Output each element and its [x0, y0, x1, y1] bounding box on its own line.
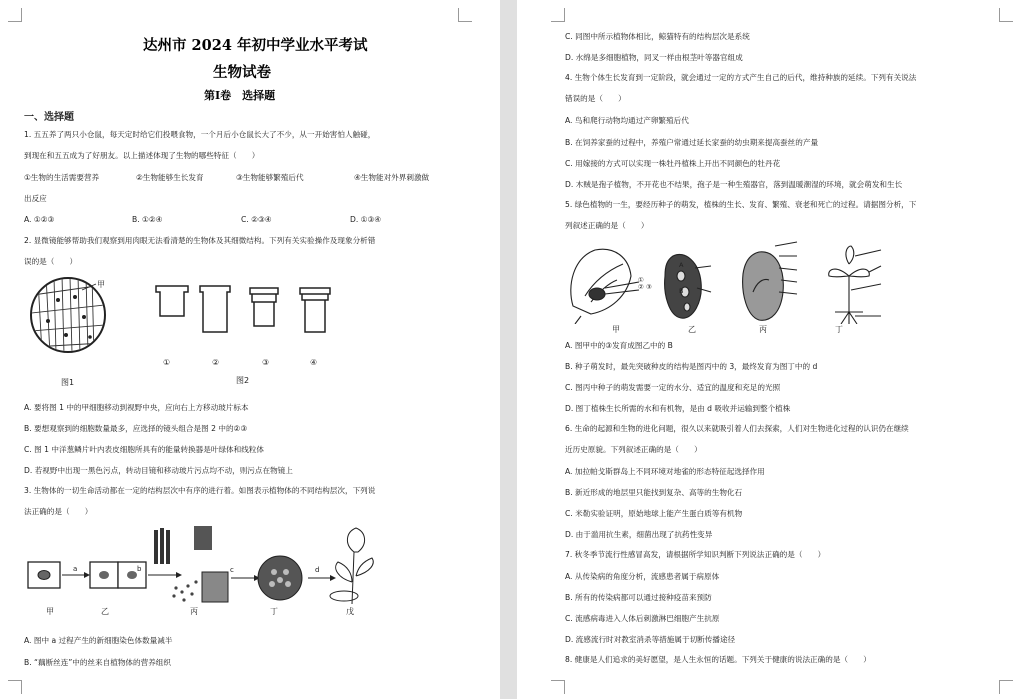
structure-levels-diagram: [26, 522, 396, 606]
q1-option-d: D. ①③④: [350, 215, 382, 224]
figure-caption: 丁: [835, 325, 843, 334]
question-4-text: 错误的是（ ）: [565, 94, 626, 103]
pointer-line: [80, 278, 110, 294]
question-2-text: 误的是（ ）: [24, 257, 78, 266]
q7-option-d: D. 流感流行时对教室消杀等措施属于切断传播途径: [565, 635, 736, 644]
q3-option-a: A. 图中 a 过程产生的新细胞染色体数量减半: [24, 636, 173, 645]
q5-option-d: D. 图丁植株生长所需的水和有机物，是由 d 吸收并运输到整个植株: [565, 404, 791, 413]
q2-option-c: C. 图 1 中洋葱鳞片叶内表皮细胞所具有的能量转换器是叶绿体和线粒体: [24, 445, 265, 454]
q1-statement: ②生物能够生长发育: [136, 173, 204, 182]
q1-statement: ①生物的生活需要营养: [24, 173, 100, 182]
q7-option-a: A. 从传染病的角度分析，流感患者属于病原体: [565, 572, 720, 581]
q1-statement: ③生物能够繁殖后代: [236, 173, 304, 182]
crop-mark: [551, 680, 565, 694]
q1-statement: 出反应: [24, 194, 47, 203]
diagram-caption: 丁: [270, 607, 278, 616]
crop-mark: [458, 8, 472, 22]
question-1-text: 1. 五五养了两只小仓鼠，每天定时给它们投喂食物，一个月后小仓鼠长大了不少，从一开始害怕人触碰，: [24, 130, 376, 139]
diagram-caption: 戊: [346, 607, 354, 616]
question-7-text: 7. 秋冬季节流行性感冒高发，请根据所学知识判断下列说法正确的是（ ）: [565, 550, 826, 559]
question-2-text: 2. 显微镜能够帮助我们观察到用肉眼无法看清楚的生物体及其细微结构。下列有关实验操作及现象分析错: [24, 236, 376, 245]
section-heading: 一、选择题: [24, 112, 74, 123]
q3-option-d: D. 水绵是多细胞植物，同叉一样由根茎叶等器官组成: [565, 53, 743, 62]
q2-option-d: D. 若视野中出现一黑色污点，转动目镜和移动玻片污点均不动，则污点在物镜上: [24, 466, 293, 475]
document-page-left: [0, 0, 500, 699]
exam-title: 达州市 2024 年初中学业水平考试: [143, 37, 368, 54]
q1-option-b: B. ①②④: [132, 215, 163, 224]
q2-option-b: B. 要想观察到的细胞数量最多，应选择的镜头组合是图 2 中的②③: [24, 424, 248, 433]
q1-option-a: A. ①②③: [24, 215, 55, 224]
question-1-text: 到现在和五五成为了好朋友。以上描述体现了生物的哪些特征（ ）: [24, 151, 260, 160]
arrow-label-a: a: [73, 565, 78, 573]
q6-option-c: C. 米勒实验证明，原始地球上能产生蛋白质等有机物: [565, 509, 743, 518]
q7-option-c: C. 流感病毒进入人体后刺激淋巴细胞产生抗原: [565, 614, 720, 623]
q6-option-d: D. 由于滥用抗生素，细菌出现了抗药性变异: [565, 530, 713, 539]
question-6-text: 近历史原貌。下列叙述正确的是（ ）: [565, 445, 702, 454]
q4-option-c: C. 用嫁接的方式可以实现一株牡丹植株上开出不同颜色的牡丹花: [565, 159, 781, 168]
question-8-text: 8. 健康是人们追求的美好愿望，是人生永恒的话题。下列关于健康的说法正确的是（ ）: [565, 655, 871, 664]
figure-caption: 乙: [688, 325, 696, 334]
figure-label-num: ③: [646, 283, 652, 291]
arrow-label-d: d: [315, 566, 320, 574]
q6-option-b: B. 新近形成的地层里只能找到复杂、高等的生物化石: [565, 488, 743, 497]
q5-option-a: A. 图甲中的③发育成图乙中的 B: [565, 341, 673, 350]
exam-subtitle: 生物试卷: [213, 64, 271, 81]
question-6-text: 6. 生命的起源和生物的进化问题，很久以来就吸引着人们去探索，人们对生物进化过程的认识仍在继续: [565, 424, 909, 433]
part-heading: 第Ⅰ卷 选择题: [204, 89, 276, 102]
page-gutter: [500, 0, 517, 699]
q5-option-b: B. 种子萌发时，最先突破种皮的结构是图丙中的 3，最终发育为图丁中的 d: [565, 362, 818, 371]
q1-option-c: C. ②③④: [241, 215, 272, 224]
question-5-text: 列叙述正确的是（ ）: [565, 221, 649, 230]
q1-statement: ④生物能对外界刺激做: [354, 173, 430, 182]
figure-1-caption: 图1: [61, 378, 75, 387]
figure-label-num: ①: [638, 276, 644, 284]
q4-option-b: B. 在饲养家蚕的过程中，养殖户常通过延长家蚕的幼虫期来提高蚕丝的产量: [565, 138, 819, 147]
lens-figure: [150, 282, 340, 338]
question-3-text: 法正确的是（ ）: [24, 507, 93, 516]
question-5-text: 5. 绿色植物的一生，要经历种子的萌发，植株的生长、发育、繁殖、衰老和死亡的过程。请据图分析，下: [565, 200, 917, 209]
lens-label: ②: [212, 358, 220, 367]
crop-mark: [999, 8, 1013, 22]
q6-option-a: A. 加拉帕戈斯群岛上不同环境对地雀的形态特征起选择作用: [565, 467, 765, 476]
crop-mark: [8, 680, 22, 694]
lens-label: ①: [163, 358, 171, 367]
document-page-right: [517, 0, 1024, 699]
q3-option-c: C. 同图中所示植物体相比，鲸猫特有的结构层次是系统: [565, 32, 750, 41]
figure-caption: 丙: [759, 325, 767, 334]
q3-option-b: B. “藕断丝连”中的丝来自植物体的营养组织: [24, 658, 171, 667]
q4-option-a: A. 鸟和爬行动物均通过产卵繁殖后代: [565, 116, 689, 125]
figure-2-caption: 图2: [236, 376, 250, 385]
q5-option-c: C. 图丙中种子的萌发需要一定的水分、适宜的温度和充足的光照: [565, 383, 781, 392]
question-3-text: 3. 生物体的一切生命活动都在一定的结构层次中有序的进行着。如图表示植物体的不同结构层次，下列说: [24, 486, 376, 495]
figure-label-b: B: [679, 287, 684, 295]
q4-option-d: D. 木贼是孢子植物，不开花也不结果，孢子是一种生殖器官，落到温暖潮湿的环境，就会萌发和生长: [565, 180, 903, 189]
lens-label: ④: [310, 358, 318, 367]
lens-label: ③: [262, 358, 270, 367]
diagram-caption: 甲: [46, 607, 54, 616]
crop-mark: [551, 8, 565, 22]
arrow-label-b: b: [137, 565, 142, 573]
figure-label-num: ②: [638, 283, 644, 291]
figure-caption: 甲: [612, 325, 620, 334]
crop-mark: [8, 8, 22, 22]
q7-option-b: B. 所有的传染病都可以通过接种疫苗来预防: [565, 593, 712, 602]
plant-lifecycle-figure: [565, 236, 895, 324]
figure-label-a: A: [679, 261, 684, 269]
figure-1-label-jia: 甲: [97, 280, 105, 289]
crop-mark: [999, 680, 1013, 694]
q2-option-a: A. 要将图 1 中的甲细胞移动到视野中央，应向右上方移动玻片标本: [24, 403, 249, 412]
diagram-caption: 乙: [101, 607, 109, 616]
arrow-label-c: c: [230, 566, 234, 574]
diagram-caption: 丙: [190, 607, 198, 616]
question-4-text: 4. 生物个体生长发育到一定阶段，就会通过一定的方式产生自己的后代，维持种族的延续。下列有关说法: [565, 73, 917, 82]
